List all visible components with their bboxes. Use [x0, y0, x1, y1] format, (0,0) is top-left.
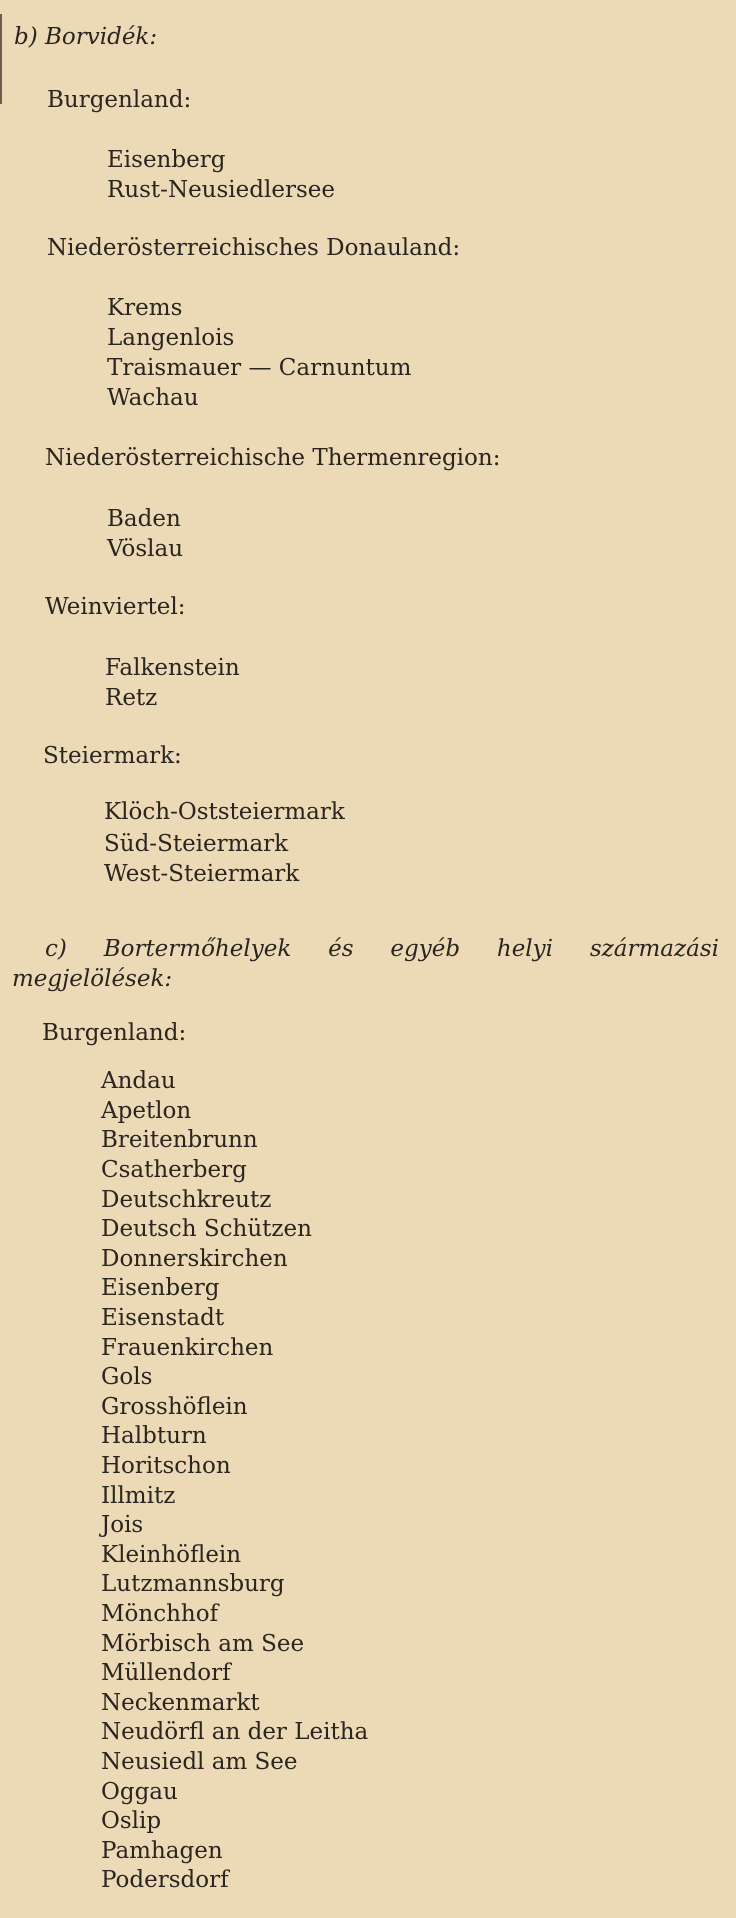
list-item: Krems: [107, 295, 183, 321]
list-item: Breitenbrunn: [101, 1127, 258, 1153]
list-item: Mörbisch am See: [101, 1631, 305, 1657]
list-item: Podersdorf: [101, 1867, 229, 1893]
list-item: Gols: [101, 1364, 153, 1390]
region-heading: Niederösterreichische Thermenregion:: [45, 445, 501, 471]
list-item: Klöch-Oststeiermark: [104, 799, 345, 825]
section-b-heading: b) Borvidék:: [14, 24, 158, 50]
list-item: Neusiedl am See: [101, 1749, 298, 1775]
list-item: Baden: [107, 506, 181, 532]
list-item: Jois: [101, 1512, 144, 1538]
list-item: Eisenberg: [107, 147, 226, 173]
list-item: Neudörfl an der Leitha: [101, 1719, 369, 1745]
list-item: Rust-Neusiedlersee: [107, 177, 335, 203]
list-item: Grosshöflein: [101, 1394, 248, 1420]
list-item: West-Steiermark: [104, 861, 300, 887]
list-item: Deutschkreutz: [101, 1187, 272, 1213]
list-item: Halbturn: [101, 1423, 207, 1449]
list-item: Müllendorf: [101, 1660, 231, 1686]
list-item: Kleinhöflein: [101, 1542, 242, 1568]
list-item: Falkenstein: [105, 655, 240, 681]
margin-rule: [0, 14, 2, 104]
list-item: Eisenberg: [101, 1275, 220, 1301]
list-item: Eisenstadt: [101, 1305, 225, 1331]
list-item: Oggau: [101, 1779, 178, 1805]
section-c-heading: c) Bortermőhelyek és egyéb helyi származási: [45, 936, 719, 962]
list-item: Wachau: [107, 385, 199, 411]
section-c-heading-continued: megjelölések:: [12, 966, 173, 992]
list-item: Oslip: [101, 1808, 162, 1834]
list-item: Horitschon: [101, 1453, 231, 1479]
list-item: Frauenkirchen: [101, 1335, 274, 1361]
list-item: Csatherberg: [101, 1157, 247, 1183]
list-item: Donnerskirchen: [101, 1246, 288, 1272]
list-item: Andau: [101, 1068, 176, 1094]
list-item: Vöslau: [107, 536, 184, 562]
list-item: Pamhagen: [101, 1838, 223, 1864]
region-heading: Burgenland:: [42, 1020, 187, 1046]
list-item: Süd-Steiermark: [104, 831, 289, 857]
region-heading: Burgenland:: [47, 87, 192, 113]
list-item: Retz: [105, 685, 158, 711]
list-item: Mönchhof: [101, 1601, 219, 1627]
region-heading: Steiermark:: [43, 743, 182, 769]
list-item: Neckenmarkt: [101, 1690, 260, 1716]
region-heading: Niederösterreichisches Donauland:: [47, 235, 461, 261]
list-item: Traismauer — Carnuntum: [107, 355, 412, 381]
region-heading: Weinviertel:: [45, 594, 186, 620]
list-item: Deutsch Schützen: [101, 1216, 312, 1242]
list-item: Apetlon: [101, 1098, 192, 1124]
list-item: Illmitz: [101, 1483, 176, 1509]
list-item: Langenlois: [107, 325, 235, 351]
list-item: Lutzmannsburg: [101, 1571, 285, 1597]
